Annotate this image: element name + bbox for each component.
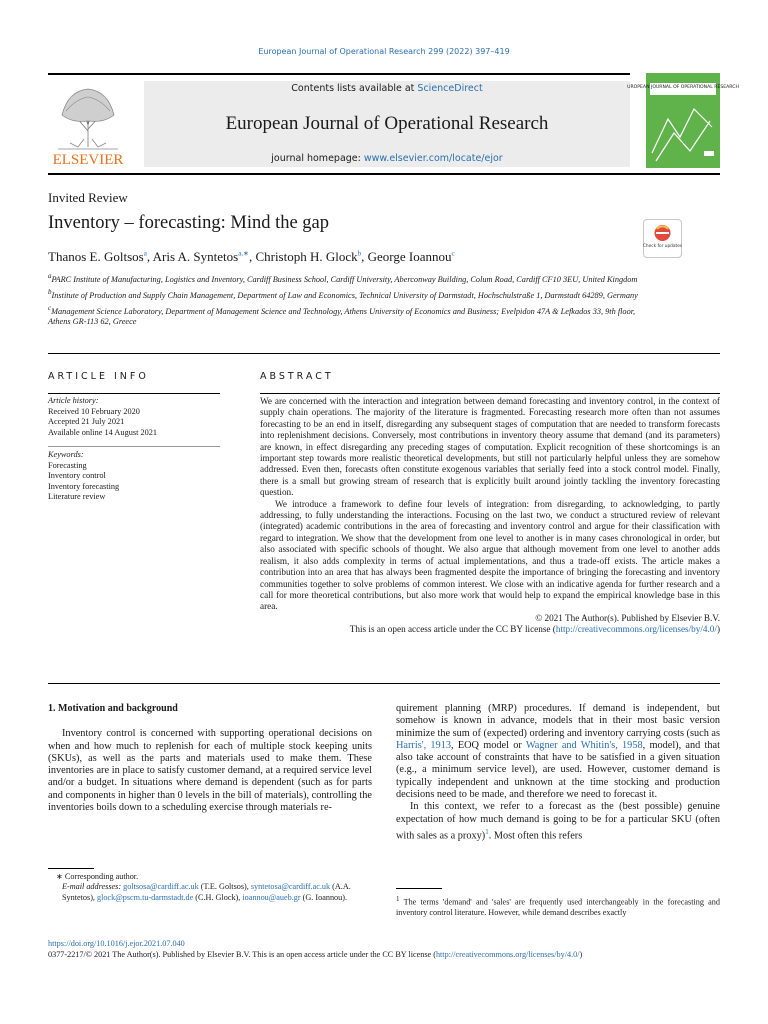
abstract-heading: ABSTRACT: [260, 371, 334, 382]
email-link[interactable]: glock@pscm.tu-darmstadt.de: [97, 892, 194, 902]
abstract-paragraph: We introduce a framework to define four levels of integration: from disregarding, to acknowledging, to partly addressing, to fully understanding the interactions. Focusing on the last two, we conduct a structured review of relevant (integrated) academic contributions in the area of forecasting and inventory control and argue for their classification with regard to integration. We show that the development from one level to another is in many cases chronological in order, but also associated with specific schools of thought. We also argue that although movement from one level to another adds realism, it also adds complexity in terms of actual implementations, and thus a trade-off exists. The article makes a contribution into an area that has always been fragmented despite the importance of bringing the forecasting and inventory communities together to solve problems of common interest. We close with an indicative agenda for further research and a call for more theoretical contributions, but also more work that would help to expand the empirical knowledge base in this area.: [260, 498, 720, 612]
footnote-marker[interactable]: 1: [485, 827, 489, 836]
citation-link[interactable]: Harris', 1913: [396, 739, 451, 751]
svg-text:ELSEVIER: ELSEVIER: [52, 152, 124, 168]
abstract-paragraph: We are concerned with the interaction and integration between demand forecasting and inventory control, in the context of supply chain operations. The majority of the literature is fragmented. Forecasting research more often than not assumes forecasting to be an end in itself, disregarding any subsequent stages of computation that are needed to transform forecasts into replenishment decisions. Conversely, most contributions in inventory theory assume that demand (and its parameters) are known, in effect disregarding any preceding stages of computation. Explicit recognition of these shortcomings is an important step towards more realistic theoretical developments, but still not particularly helpful unless they are somehow addressed. Even then, forecasts often constitute exogenous variables that serially feed into a stock control model. Finally, there is a small but growing stream of research that is explicitly built around jointly tackling the inventory forecasting question.: [260, 396, 720, 498]
keywords-label: Keywords:: [48, 450, 84, 459]
section-divider: [48, 353, 720, 354]
author-affiliation-marker[interactable]: a,∗: [238, 249, 249, 258]
footnote-1: $^1$ The terms 'demand' and 'sales' are frequently used interchangeably in the forecasting and inventory control literature. However, while demand describes exactly: [396, 895, 720, 918]
check-for-updates-badge[interactable]: [643, 219, 682, 258]
section-heading: 1. Motivation and background: [48, 703, 178, 714]
abstract-copyright: © 2021 The Author(s). Published by Elsevier B.V.: [535, 612, 720, 623]
license-link[interactable]: http://creativecommons.org/licenses/by/4.0/: [435, 950, 580, 959]
svg-text:Check for updates: Check for updates: [642, 244, 683, 249]
body-paragraph: In this context, we refer to a forecast as the (best possible) genuine expectation of how much demand is going to be for a particular SKU (often with sales as a proxy)$^1$. Most often this refers: [396, 801, 720, 842]
keyword: Inventory control: [48, 471, 106, 480]
journal-homepage-link[interactable]: www.elsevier.com/locate/ejor: [363, 153, 503, 164]
article-info-rule: [48, 393, 220, 394]
sciencedirect-link[interactable]: ScienceDirect: [417, 83, 483, 94]
keyword: Inventory forecasting: [48, 481, 120, 491]
svg-text:UROPEAN JOURNAL OF OPERATIONAL: UROPEAN JOURNAL OF OPERATIONAL RESEARCH: [627, 85, 739, 90]
footnote-rule: [396, 888, 442, 889]
body-paragraph: Inventory control is concerned with supporting operational decisions on when and how much to replenish for each of multiple stock keeping units (SKUs), as well as the parts and materials used to make them. These inventories are in place to satisfy customer demand, at a required service level and/or a budget. In situations where demand is dependent (such as for parts and components in higher than 0 levels in the bill of materials), controlling the inventories boils down to a scheduling exercise through materials re-: [48, 728, 372, 814]
body-column-right: [396, 703, 720, 843]
affiliation: $^c$Management Science Laboratory, Department of Management Science and Technology, Athens University of Economics and Business; Evelpidon 47A & Lefkados 33, 9th floor, Athens GR-113 62, Greece: [48, 303, 636, 327]
email-link[interactable]: goltsosa@cardiff.ac.uk: [123, 882, 199, 892]
author-name[interactable]: Christoph H. Glock: [255, 249, 358, 264]
body-paragraph: quirement planning (MRP) procedures. If demand is independent, but somehow is known in advance, models that in their most basic version minimize the sum of (expected) ordering and inventory carrying costs (such as Harris', 1913, EOQ model or Wagner and Whitin's, 1958, model), and that also take account of constraints that have to be satisfied in a given situation (e.g., a minimum service level), are used. However, customer demand is typically independent and unknown at the time stocking and production decisions need to be made, and therefore we need to forecast it.: [396, 703, 720, 801]
corresponding-author-note: ∗ Corresponding author.: [56, 872, 139, 881]
article-type: Invited Review: [48, 190, 128, 205]
history-label: Article history:: [48, 396, 99, 405]
issn-license-line: 0377-2217/© 2021 The Author(s). Published by Elsevier B.V. This is an open access article under the CC BY license (http://creativecommons.org/licenses/by/4.0/): [48, 950, 583, 959]
contents-line: Contents lists available at ScienceDirect: [291, 83, 483, 94]
elsevier-logo: [48, 81, 128, 167]
header-rule-top: [48, 73, 630, 75]
abstract-text: [260, 396, 720, 636]
header-rule-bottom: [48, 173, 720, 175]
abstract-bottom-rule: [48, 683, 720, 684]
author-affiliation-marker[interactable]: c: [451, 249, 455, 258]
journal-title: European Journal of Operational Research: [225, 113, 549, 134]
keyword: Literature review: [48, 492, 106, 501]
email-addresses: E-mail addresses: goltsosa@cardiff.ac.uk (T.E. Goltsos), syntetosa@cardiff.ac.uk (A.A. Syntetos), glock@pscm.tu-darmstadt.de (C.H. Glock), ioannou@aueb.gr (G. Ioannou).: [62, 882, 351, 902]
journal-reference[interactable]: European Journal of Operational Research 299 (2022) 397–419: [258, 47, 510, 56]
keyword: Forecasting: [48, 460, 87, 470]
author-affiliation-marker[interactable]: b: [357, 249, 362, 258]
article-history: [48, 396, 157, 438]
article-info-separator: [48, 446, 220, 447]
email-link[interactable]: syntetosa@cardiff.ac.uk: [250, 882, 331, 892]
affiliations: [48, 271, 648, 329]
article-info-heading: ARTICLE INFO: [48, 371, 149, 382]
author-footnote: [48, 872, 372, 903]
history-received: Received 10 February 2020: [48, 406, 140, 416]
author-name[interactable]: Thanos E. Goltsos: [48, 249, 144, 264]
body-column-left: [48, 703, 372, 814]
author-list: Thanos E. Goltsos$^a$, Aris A. Syntetos$^{a,∗}$, Christoph H. Glock$^b$, George Ioannou$^c$: [48, 249, 455, 264]
footnote-rule: [48, 868, 94, 869]
paper-title: Inventory – forecasting: Mind the gap: [48, 213, 330, 233]
email-link[interactable]: ioannou@aueb.gr: [242, 892, 301, 902]
doi-link[interactable]: https://doi.org/10.1016/j.ejor.2021.07.040: [48, 939, 185, 948]
author-name[interactable]: George Ioannou: [367, 249, 452, 264]
license-link[interactable]: http://creativecommons.org/licenses/by/4.0/: [555, 624, 717, 635]
history-accepted: Accepted 21 July 2021: [48, 417, 125, 426]
affiliation: $^a$PARC Institute of Manufacturing, Logistics and Inventory, Cardiff Business School, Cardiff University, Aberconway Building, Colum Road, Cardiff CF10 3EU, United Kingdom: [48, 272, 638, 284]
abstract-license: This is an open access article under the CC BY license (http://creativecommons.org/licenses/by/4.0/): [349, 624, 720, 635]
affiliation: $^b$Institute of Production and Supply Chain Management, Department of Law and Economics, Technical University of Darmstadt, Hochschulstraße 1, Darmstadt 64289, Germany: [48, 287, 638, 300]
homepage-line: journal homepage: www.elsevier.com/locate/ejor: [271, 153, 503, 164]
author-name[interactable]: Aris A. Syntetos: [152, 249, 239, 264]
author-affiliation-marker[interactable]: a: [143, 249, 147, 258]
history-online: Available online 14 August 2021: [48, 427, 158, 437]
journal-cover-image[interactable]: [627, 73, 739, 168]
citation-link[interactable]: Wagner and Whitin's, 1958: [525, 739, 643, 751]
abstract-rule: [260, 393, 720, 394]
keywords: [48, 450, 119, 503]
